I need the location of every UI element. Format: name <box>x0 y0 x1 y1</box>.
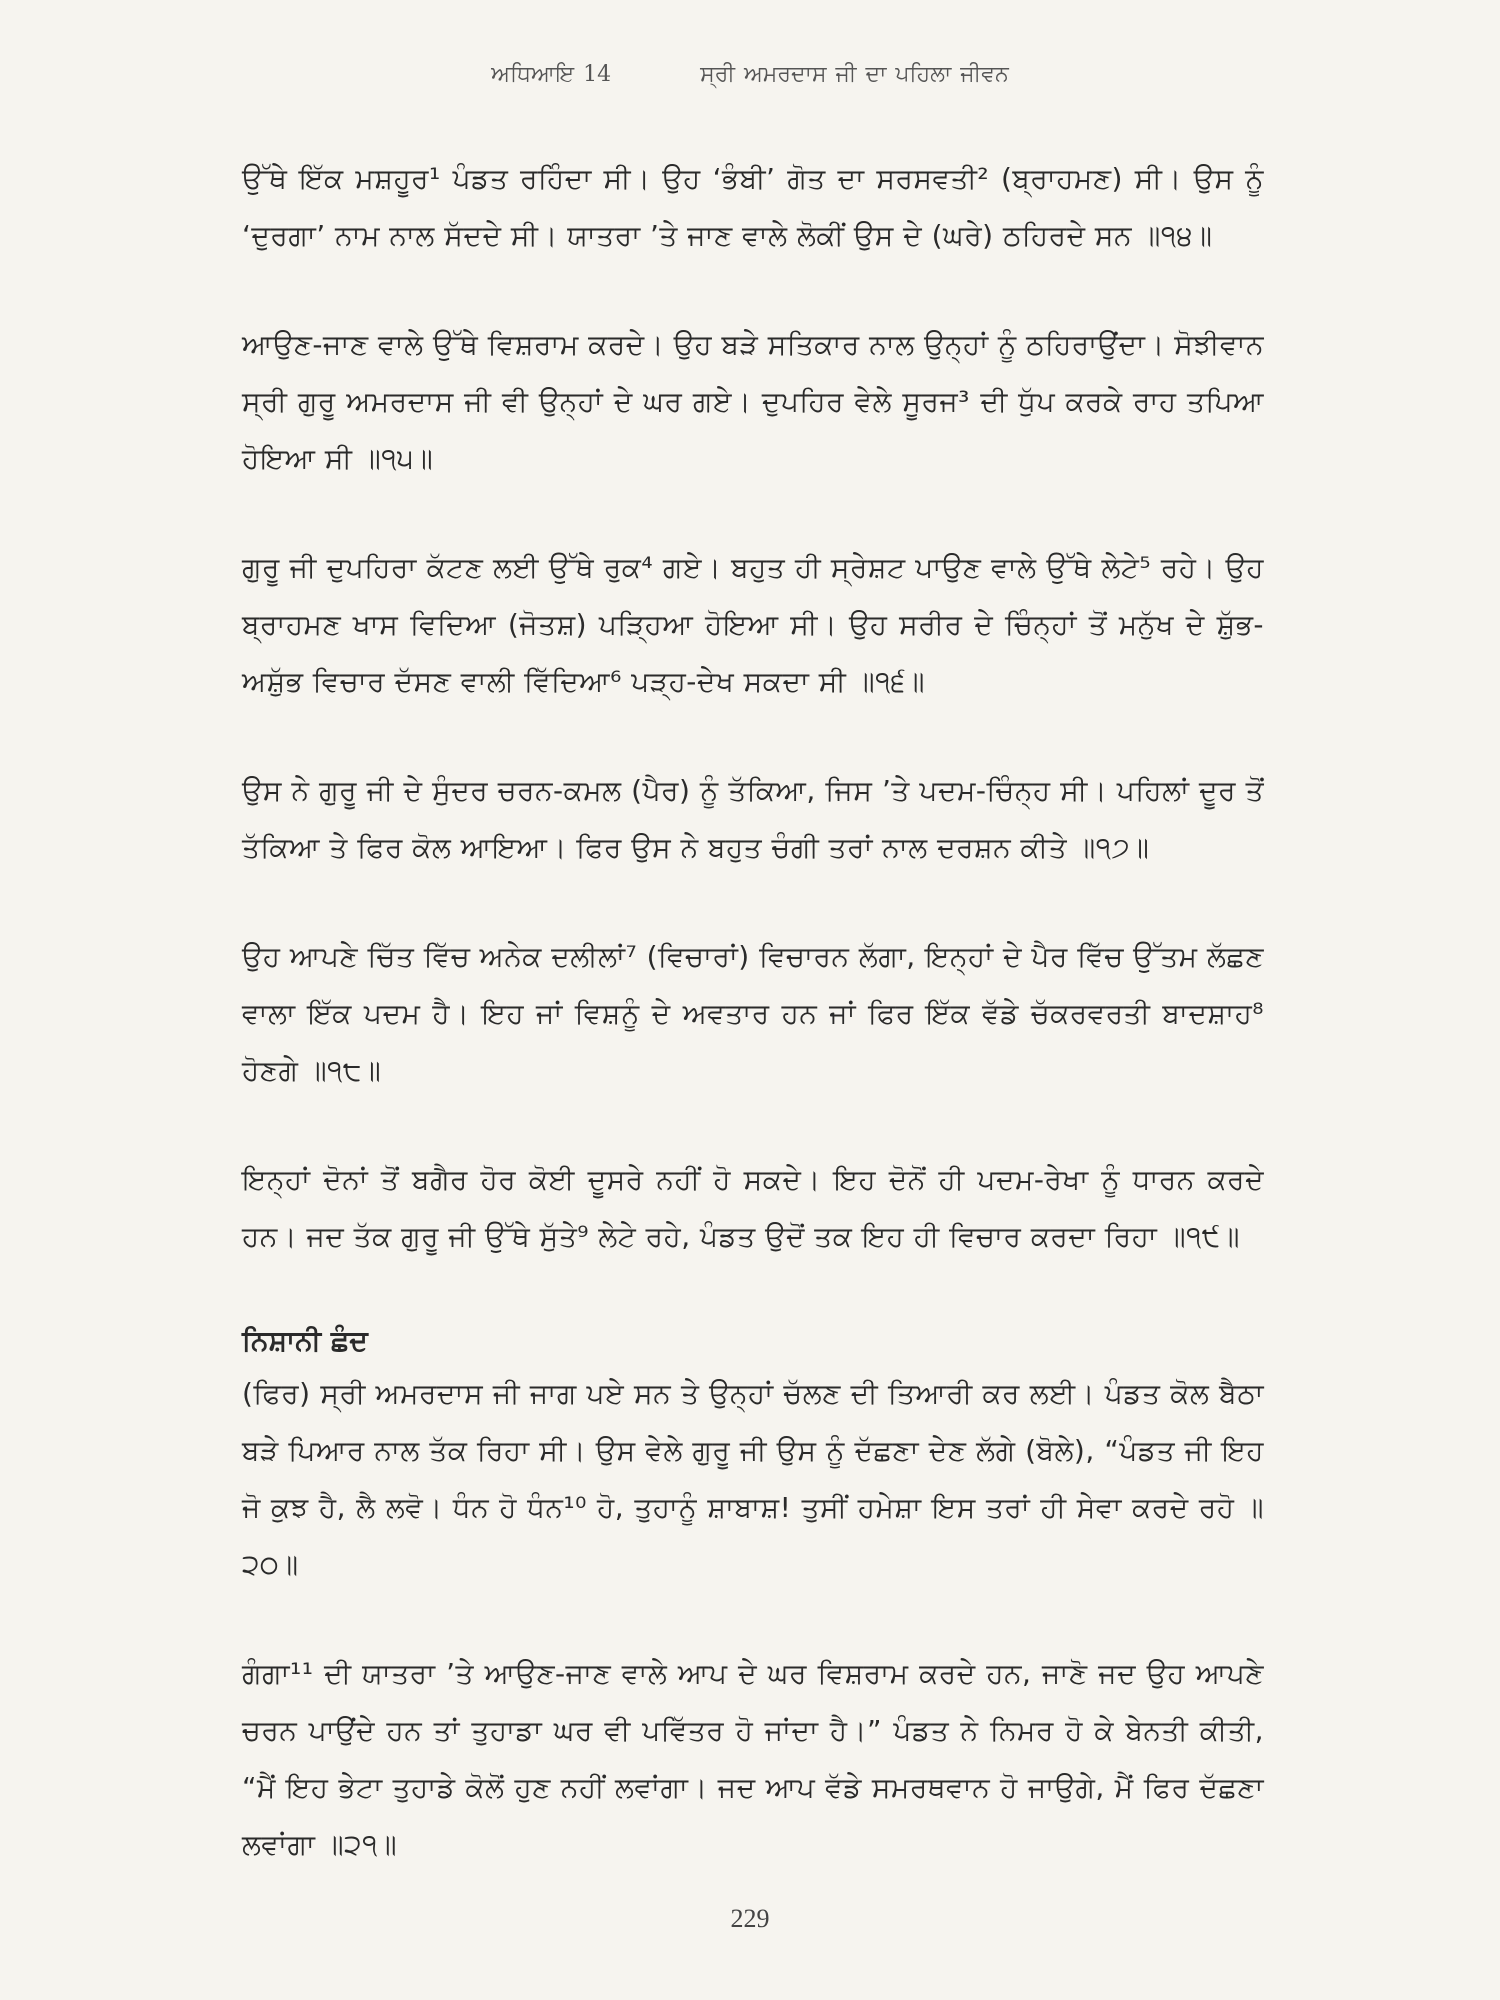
page-number: 229 <box>730 1904 770 1933</box>
paragraph-21: ਗੰਗਾ¹¹ ਦੀ ਯਾਤਰਾ ’ਤੇ ਆਉਣ-ਜਾਣ ਵਾਲੇ ਆਪ ਦੇ ਘਰ ਵਿਸ਼ਰਾਮ ਕਰਦੇ ਹਨ, ਜਾਣੋ ਜਦ ਉਹ ਆਪਣੇ ਚਰਨ ਪਾਉਂਦੇ ਹਨ ਤਾਂ ਤੁਹਾਡਾ ਘਰ ਵੀ ਪਵਿੱਤਰ ਹੋ ਜਾਂਦਾ ਹੈ।” ਪੰਡਤ ਨੇ ਨਿਮਰ ਹੋ ਕੇ ਬੇਨਤੀ ਕੀਤੀ, “ਮੈਂ ਇਹ ਭੇਟਾ ਤੁਹਾਡੇ ਕੋਲੋਂ ਹੁਣ ਨਹੀਂ ਲਵਾਂਗਾ। ਜਦ ਆਪ ਵੱਡੇ ਸਮਰਥਵਾਨ ਹੋ ਜਾਉਗੇ, ਮੈਂ ਫਿਰ ਦੱਛਣਾ ਲਵਾਂਗਾ ॥੨੧॥ <box>242 1657 1264 1861</box>
paragraph-14: ਉੱਥੇ ਇੱਕ ਮਸ਼ਹੂਰ¹ ਪੰਡਤ ਰਹਿੰਦਾ ਸੀ। ਉਹ ‘ਭੰਬੀ’ ਗੋਤ ਦਾ ਸਰਸਵਤੀ² (ਬ੍ਰਾਹਮਣ) ਸੀ। ਉਸ ਨੂੰ ‘ਦੁਰਗਾ’ ਨਾਮ ਨਾਲ ਸੱਦਦੇ ਸੀ। ਯਾਤਰਾ ’ਤੇ ਜਾਣ ਵਾਲੇ ਲੋਕੀਂ ਉਸ ਦੇ (ਘਰੇ) ਠਹਿਰਦੇ ਸਨ ॥੧੪॥ <box>242 162 1264 252</box>
chapter-label: ਅਧਿਆਇ 14 <box>491 62 612 87</box>
chapter-title: ਸ੍ਰੀ ਅਮਰਦਾਸ ਜੀ ਦਾ ਪਹਿਲਾ ਜੀਵਨ <box>700 62 1009 87</box>
paragraph-16: ਗੁਰੂ ਜੀ ਦੁਪਹਿਰਾ ਕੱਟਣ ਲਈ ਉੱਥੇ ਰੁਕ⁴ ਗਏ। ਬਹੁਤ ਹੀ ਸ੍ਰੇਸ਼ਟ ਪਾਉਣ ਵਾਲੇ ਉੱਥੇ ਲੇਟੇ⁵ ਰਹੇ। ਉਹ ਬ੍ਰਾਹਮਣ ਖਾਸ ਵਿਦਿਆ (ਜੋਤਸ਼) ਪੜ੍ਹਿਆ ਹੋਇਆ ਸੀ। ਉਹ ਸਰੀਰ ਦੇ ਚਿੰਨ੍ਹਾਂ ਤੋਂ ਮਨੁੱਖ ਦੇ ਸ਼ੁੱਭ-ਅਸ਼ੁੱਭ ਵਿਚਾਰ ਦੱਸਣ ਵਾਲੀ ਵਿੱਦਿਆ⁶ ਪੜ੍ਹ-ਦੇਖ ਸਕਦਾ ਸੀ ॥੧੬॥ <box>242 551 1264 698</box>
section-heading: ਨਿਸ਼ਾਨੀ ਛੰਦ <box>242 1324 368 1357</box>
running-header <box>0 62 1500 87</box>
paragraph-20: (ਫਿਰ) ਸ੍ਰੀ ਅਮਰਦਾਸ ਜੀ ਜਾਗ ਪਏ ਸਨ ਤੇ ਉਨ੍ਹਾਂ ਚੱਲਣ ਦੀ ਤਿਆਰੀ ਕਰ ਲਈ। ਪੰਡਤ ਕੋਲ ਬੈਠਾ ਬੜੇ ਪਿਆਰ ਨਾਲ ਤੱਕ ਰਿਹਾ ਸੀ। ਉਸ ਵੇਲੇ ਗੁਰੂ ਜੀ ਉਸ ਨੂੰ ਦੱਛਣਾ ਦੇਣ ਲੱਗੇ (ਬੋਲੇ), “ਪੰਡਤ ਜੀ ਇਹ ਜੋ ਕੁਝ ਹੈ, ਲੈ ਲਵੋ। ਧੰਨ ਹੋ ਧੰਨ¹⁰ ਹੋ, ਤੁਹਾਨੂੰ ਸ਼ਾਬਾਸ਼! ਤੁਸੀਂ ਹਮੇਸ਼ਾ ਇਸ ਤਰਾਂ ਹੀ ਸੇਵਾ ਕਰਦੇ ਰਹੋ ॥੨੦॥ <box>242 1377 1264 1581</box>
paragraph-15: ਆਉਣ-ਜਾਣ ਵਾਲੇ ਉੱਥੇ ਵਿਸ਼ਰਾਮ ਕਰਦੇ। ਉਹ ਬੜੇ ਸਤਿਕਾਰ ਨਾਲ ਉਨ੍ਹਾਂ ਨੂੰ ਠਹਿਰਾਉਂਦਾ। ਸੋਝੀਵਾਨ ਸ੍ਰੀ ਗੁਰੂ ਅਮਰਦਾਸ ਜੀ ਵੀ ਉਨ੍ਹਾਂ ਦੇ ਘਰ ਗਏ। ਦੁਪਹਿਰ ਵੇਲੇ ਸੂਰਜ³ ਦੀ ਧੁੱਪ ਕਰਕੇ ਰਾਹ ਤਪਿਆ ਹੋਇਆ ਸੀ ॥੧੫॥ <box>242 328 1264 475</box>
paragraph-17: ਉਸ ਨੇ ਗੁਰੂ ਜੀ ਦੇ ਸੁੰਦਰ ਚਰਨ-ਕਮਲ (ਪੈਰ) ਨੂੰ ਤੱਕਿਆ, ਜਿਸ ’ਤੇ ਪਦਮ-ਚਿੰਨ੍ਹ ਸੀ। ਪਹਿਲਾਂ ਦੂਰ ਤੋਂ ਤੱਕਿਆ ਤੇ ਫਿਰ ਕੋਲ ਆਇਆ। ਫਿਰ ਉਸ ਨੇ ਬਹੁਤ ਚੰਗੀ ਤਰਾਂ ਨਾਲ ਦਰਸ਼ਨ ਕੀਤੇ ॥੧੭॥ <box>242 774 1264 864</box>
paragraph-19: ਇਨ੍ਹਾਂ ਦੋਨਾਂ ਤੋਂ ਬਗੈਰ ਹੋਰ ਕੋਈ ਦੂਸਰੇ ਨਹੀਂ ਹੋ ਸਕਦੇ। ਇਹ ਦੋਨੋਂ ਹੀ ਪਦਮ-ਰੇਖਾ ਨੂੰ ਧਾਰਨ ਕਰਦੇ ਹਨ। ਜਦ ਤੱਕ ਗੁਰੂ ਜੀ ਉੱਥੇ ਸੁੱਤੇ⁹ ਲੇਟੇ ਰਹੇ, ਪੰਡਤ ਉਦੋਂ ਤਕ ਇਹ ਹੀ ਵਿਚਾਰ ਕਰਦਾ ਰਿਹਾ ॥੧੯॥ <box>242 1163 1264 1253</box>
page-body <box>242 150 1264 1925</box>
paragraph-18: ਉਹ ਆਪਣੇ ਚਿੱਤ ਵਿੱਚ ਅਨੇਕ ਦਲੀਲਾਂ⁷ (ਵਿਚਾਰਾਂ) ਵਿਚਾਰਨ ਲੱਗਾ, ਇਨ੍ਹਾਂ ਦੇ ਪੈਰ ਵਿੱਚ ਉੱਤਮ ਲੱਛਣ ਵਾਲਾ ਇੱਕ ਪਦਮ ਹੈ। ਇਹ ਜਾਂ ਵਿਸ਼ਨੂੰ ਦੇ ਅਵਤਾਰ ਹਨ ਜਾਂ ਫਿਰ ਇੱਕ ਵੱਡੇ ਚੱਕਰਵਰਤੀ ਬਾਦਸ਼ਾਹ⁸ ਹੋਣਗੇ ॥੧੮॥ <box>242 940 1264 1087</box>
